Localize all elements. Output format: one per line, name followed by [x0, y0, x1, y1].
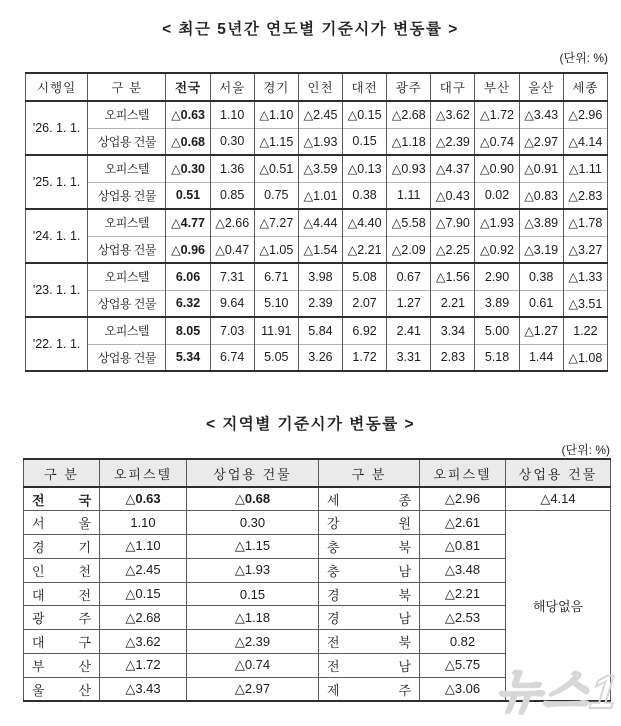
region-cell [24, 582, 100, 606]
region-cell [319, 606, 420, 630]
date-cell: '24. 1. 1. [26, 209, 88, 263]
value-cell: △2.68 [100, 606, 187, 630]
value-cell: △1.10 [100, 535, 187, 559]
region-cell [319, 558, 420, 582]
value-cell: △3.43 [100, 677, 187, 701]
value-cell: △1.05 [254, 236, 298, 263]
region-label: 광 [32, 611, 45, 627]
value-cell: △0.15 [100, 582, 187, 606]
table-row [26, 209, 608, 236]
value-cell: △1.54 [298, 236, 342, 263]
header-row [24, 459, 611, 487]
value-cell: 5.00 [475, 317, 519, 344]
value-cell: △3.59 [298, 155, 342, 182]
value-cell: △2.97 [187, 677, 319, 701]
value-cell: 3.98 [298, 263, 342, 290]
col-header-gyeonggi: 경기 [254, 73, 298, 101]
yearly-table-title: < 최근 5년간 연도별 기준시가 변동률 > [162, 21, 459, 38]
value-cell: △0.91 [519, 155, 563, 182]
value-cell: 0.30 [187, 511, 319, 535]
value-cell: 0.15 [343, 128, 387, 155]
value-cell: △2.45 [298, 101, 342, 128]
value-cell: 6.74 [210, 344, 254, 371]
value-cell: △2.09 [387, 236, 431, 263]
value-cell: 2.41 [387, 317, 431, 344]
value-cell: △2.45 [100, 558, 187, 582]
col-header-category: 구 분 [88, 73, 166, 101]
value-cell: 0.67 [387, 263, 431, 290]
value-cell: △1.93 [298, 128, 342, 155]
category-cell: 오피스텔 [88, 317, 166, 344]
value-cell: 3.89 [475, 290, 519, 317]
col-header-officetel: 오피스텔 [100, 459, 187, 487]
table-row [26, 290, 608, 317]
value-cell: 0.82 [420, 630, 506, 654]
value-cell: 5.18 [475, 344, 519, 371]
col-header-officetel-2: 오피스텔 [420, 459, 506, 487]
region-label: 경 [327, 587, 340, 603]
yearly-change-table [25, 72, 608, 372]
value-cell: △1.18 [387, 128, 431, 155]
region-label: 산 [78, 682, 91, 698]
category-cell: 상업용 건물 [88, 236, 166, 263]
value-cell: △1.15 [187, 535, 319, 559]
value-cell: 1.10 [210, 101, 254, 128]
col-header-busan: 부산 [475, 73, 519, 101]
value-cell: △2.83 [563, 182, 607, 209]
region-cell [319, 582, 420, 606]
value-cell: 7.03 [210, 317, 254, 344]
value-cell: △1.15 [254, 128, 298, 155]
value-cell: △0.93 [387, 155, 431, 182]
region-label: 전 [327, 635, 340, 651]
region-label: 남 [398, 658, 411, 674]
col-header-daejeon: 대전 [343, 73, 387, 101]
table-row [24, 487, 611, 511]
value-cell: △5.75 [420, 654, 506, 678]
region-label: 산 [78, 658, 91, 674]
value-cell: △0.83 [519, 182, 563, 209]
value-cell: △0.63 [100, 487, 187, 511]
region-label: 북 [398, 539, 411, 555]
value-cell: △0.30 [166, 155, 210, 182]
value-cell: △0.15 [343, 101, 387, 128]
value-cell: △0.47 [210, 236, 254, 263]
date-cell: '26. 1. 1. [26, 101, 88, 155]
date-cell: '22. 1. 1. [26, 317, 88, 371]
region-label: 경 [327, 611, 340, 627]
region-label: 부 [32, 658, 45, 674]
region-label: 주 [78, 611, 91, 627]
value-cell: △2.96 [563, 101, 607, 128]
value-cell: △2.39 [431, 128, 475, 155]
value-cell: △3.48 [420, 558, 506, 582]
value-cell: △2.96 [420, 487, 506, 511]
value-cell: △2.53 [420, 606, 506, 630]
value-cell: △1.08 [563, 344, 607, 371]
region-cell [319, 677, 420, 701]
value-cell: 2.83 [431, 344, 475, 371]
region-label: 기 [78, 539, 91, 555]
region-label: 남 [398, 563, 411, 579]
category-cell: 오피스텔 [88, 155, 166, 182]
category-cell: 상업용 건물 [88, 128, 166, 155]
value-cell: 0.61 [519, 290, 563, 317]
value-cell: 7.31 [210, 263, 254, 290]
date-cell: '23. 1. 1. [26, 263, 88, 317]
value-cell: 1.10 [100, 511, 187, 535]
value-cell: 11.91 [254, 317, 298, 344]
value-cell: 0.15 [187, 582, 319, 606]
category-cell: 오피스텔 [88, 263, 166, 290]
value-cell: 5.10 [254, 290, 298, 317]
region-label: 대 [32, 635, 45, 651]
value-cell: △4.14 [563, 128, 607, 155]
value-cell: △3.89 [519, 209, 563, 236]
value-cell: △7.90 [431, 209, 475, 236]
col-header-sejong: 세종 [563, 73, 607, 101]
value-cell: 6.92 [343, 317, 387, 344]
year-group-2025 [26, 155, 608, 209]
region-cell [319, 630, 420, 654]
region-label: 울 [32, 682, 45, 698]
region-label: 전 [78, 587, 91, 603]
value-cell: △1.78 [563, 209, 607, 236]
col-header-date: 시행일 [26, 73, 88, 101]
value-cell: △0.96 [166, 236, 210, 263]
value-cell: 3.26 [298, 344, 342, 371]
table-row [26, 155, 608, 182]
value-cell: 3.31 [387, 344, 431, 371]
value-cell: △1.01 [298, 182, 342, 209]
region-label: 강 [327, 516, 340, 532]
value-cell: △0.63 [166, 101, 210, 128]
value-cell: △3.62 [100, 630, 187, 654]
news1-logo-watermark: 뉴스1 [492, 665, 621, 718]
region-cell [24, 487, 100, 511]
value-cell: △4.40 [343, 209, 387, 236]
regional-table-title: < 지역별 기준시가 변동률 > [205, 416, 416, 433]
value-cell: △0.68 [187, 487, 319, 511]
col-header-category-2: 구 분 [319, 459, 420, 487]
region-label: 충 [327, 539, 340, 555]
value-cell: 2.39 [298, 290, 342, 317]
table-row [26, 344, 608, 371]
value-cell: △4.77 [166, 209, 210, 236]
region-label: 북 [398, 635, 411, 651]
col-header-commercial: 상업용 건물 [187, 459, 319, 487]
value-cell: △0.51 [254, 155, 298, 182]
value-cell: △1.72 [475, 101, 519, 128]
header-row [26, 73, 608, 101]
value-cell: 0.51 [166, 182, 210, 209]
unit-label-yearly: (단위: %) [559, 51, 608, 65]
region-label: 세 [327, 492, 340, 508]
region-label: 국 [78, 492, 91, 508]
col-header-nationwide: 전국 [166, 73, 210, 101]
value-cell: △7.27 [254, 209, 298, 236]
value-cell: △2.21 [343, 236, 387, 263]
value-cell: 8.05 [166, 317, 210, 344]
region-label: 남 [398, 611, 411, 627]
value-cell: 1.44 [519, 344, 563, 371]
value-cell: △2.68 [387, 101, 431, 128]
value-cell: △3.62 [431, 101, 475, 128]
value-cell: 6.32 [166, 290, 210, 317]
value-cell: △3.27 [563, 236, 607, 263]
col-header-incheon: 인천 [298, 73, 342, 101]
region-label: 인 [32, 563, 45, 579]
value-cell: 1.36 [210, 155, 254, 182]
value-cell: 1.11 [387, 182, 431, 209]
value-cell: △2.61 [420, 511, 506, 535]
value-cell: 0.02 [475, 182, 519, 209]
region-label: 천 [78, 563, 91, 579]
year-group-2023 [26, 263, 608, 317]
value-cell: 0.30 [210, 128, 254, 155]
region-cell [319, 654, 420, 678]
value-cell: △1.18 [187, 606, 319, 630]
table-row [26, 263, 608, 290]
value-cell: 5.84 [298, 317, 342, 344]
value-cell: △0.92 [475, 236, 519, 263]
region-cell [24, 630, 100, 654]
value-cell: △3.43 [519, 101, 563, 128]
value-cell: △1.10 [254, 101, 298, 128]
value-cell: △1.56 [431, 263, 475, 290]
year-group-2022 [26, 317, 608, 371]
value-cell: 2.07 [343, 290, 387, 317]
value-cell: △2.97 [519, 128, 563, 155]
value-cell: △0.81 [420, 535, 506, 559]
region-label: 주 [398, 682, 411, 698]
col-header-category: 구 분 [24, 459, 100, 487]
region-label: 북 [398, 587, 411, 603]
table-row [26, 101, 608, 128]
value-cell: △3.51 [563, 290, 607, 317]
value-cell: △4.37 [431, 155, 475, 182]
value-cell: 1.27 [387, 290, 431, 317]
category-cell: 오피스텔 [88, 209, 166, 236]
value-cell: △1.11 [563, 155, 607, 182]
col-header-ulsan: 울산 [519, 73, 563, 101]
value-cell: 6.71 [254, 263, 298, 290]
table-row [26, 317, 608, 344]
value-cell: △0.68 [166, 128, 210, 155]
date-cell: '25. 1. 1. [26, 155, 88, 209]
value-cell: △0.74 [475, 128, 519, 155]
value-cell: 3.34 [431, 317, 475, 344]
value-cell: △0.43 [431, 182, 475, 209]
region-cell [24, 558, 100, 582]
table-row [26, 236, 608, 263]
region-cell [24, 654, 100, 678]
value-cell: △4.14 [506, 487, 611, 511]
value-cell: 5.08 [343, 263, 387, 290]
value-cell: 6.06 [166, 263, 210, 290]
unit-label-regional: (단위: %) [561, 443, 610, 457]
region-label: 경 [32, 539, 45, 555]
table-row [24, 511, 611, 535]
region-label: 제 [327, 682, 340, 698]
table-row [26, 182, 608, 209]
col-header-daegu: 대구 [431, 73, 475, 101]
value-cell: 9.64 [210, 290, 254, 317]
region-label: 종 [398, 492, 411, 508]
region-label: 구 [78, 635, 91, 651]
col-header-seoul: 서울 [210, 73, 254, 101]
value-cell: 5.05 [254, 344, 298, 371]
value-cell: △1.33 [563, 263, 607, 290]
value-cell: △2.66 [210, 209, 254, 236]
value-cell: 0.85 [210, 182, 254, 209]
col-header-gwangju: 광주 [387, 73, 431, 101]
table-row [26, 128, 608, 155]
year-group-2026 [26, 101, 608, 155]
value-cell: 0.38 [343, 182, 387, 209]
value-cell: △4.44 [298, 209, 342, 236]
region-label: 서 [32, 516, 45, 532]
value-cell: △2.25 [431, 236, 475, 263]
value-cell: 2.90 [475, 263, 519, 290]
value-cell: △2.39 [187, 630, 319, 654]
region-cell [24, 511, 100, 535]
value-cell: 1.22 [563, 317, 607, 344]
region-cell [24, 535, 100, 559]
category-cell: 상업용 건물 [88, 344, 166, 371]
value-cell: △3.19 [519, 236, 563, 263]
category-cell: 상업용 건물 [88, 290, 166, 317]
value-cell: △1.72 [100, 654, 187, 678]
year-group-2024 [26, 209, 608, 263]
col-header-commercial-2: 상업용 건물 [506, 459, 611, 487]
value-cell: △0.90 [475, 155, 519, 182]
value-cell: △1.93 [475, 209, 519, 236]
region-cell [319, 487, 420, 511]
region-label: 전 [32, 492, 45, 508]
region-label: 원 [398, 516, 411, 532]
value-cell: 1.72 [343, 344, 387, 371]
value-cell: 0.75 [254, 182, 298, 209]
value-cell: △0.13 [343, 155, 387, 182]
region-label: 울 [78, 516, 91, 532]
category-cell: 상업용 건물 [88, 182, 166, 209]
value-cell: 0.38 [519, 263, 563, 290]
region-cell [319, 535, 420, 559]
region-cell [24, 606, 100, 630]
region-label: 충 [327, 563, 340, 579]
value-cell: △5.58 [387, 209, 431, 236]
value-cell: △1.27 [519, 317, 563, 344]
region-cell [319, 511, 420, 535]
value-cell: △3.06 [420, 677, 506, 701]
na-cell: 해당없음 [506, 511, 611, 701]
region-label: 전 [327, 658, 340, 674]
value-cell: △1.93 [187, 558, 319, 582]
region-label: 대 [32, 587, 45, 603]
value-cell: △2.21 [420, 582, 506, 606]
value-cell: 5.34 [166, 344, 210, 371]
region-cell [24, 677, 100, 701]
category-cell: 오피스텔 [88, 101, 166, 128]
value-cell: △0.74 [187, 654, 319, 678]
value-cell: 2.21 [431, 290, 475, 317]
